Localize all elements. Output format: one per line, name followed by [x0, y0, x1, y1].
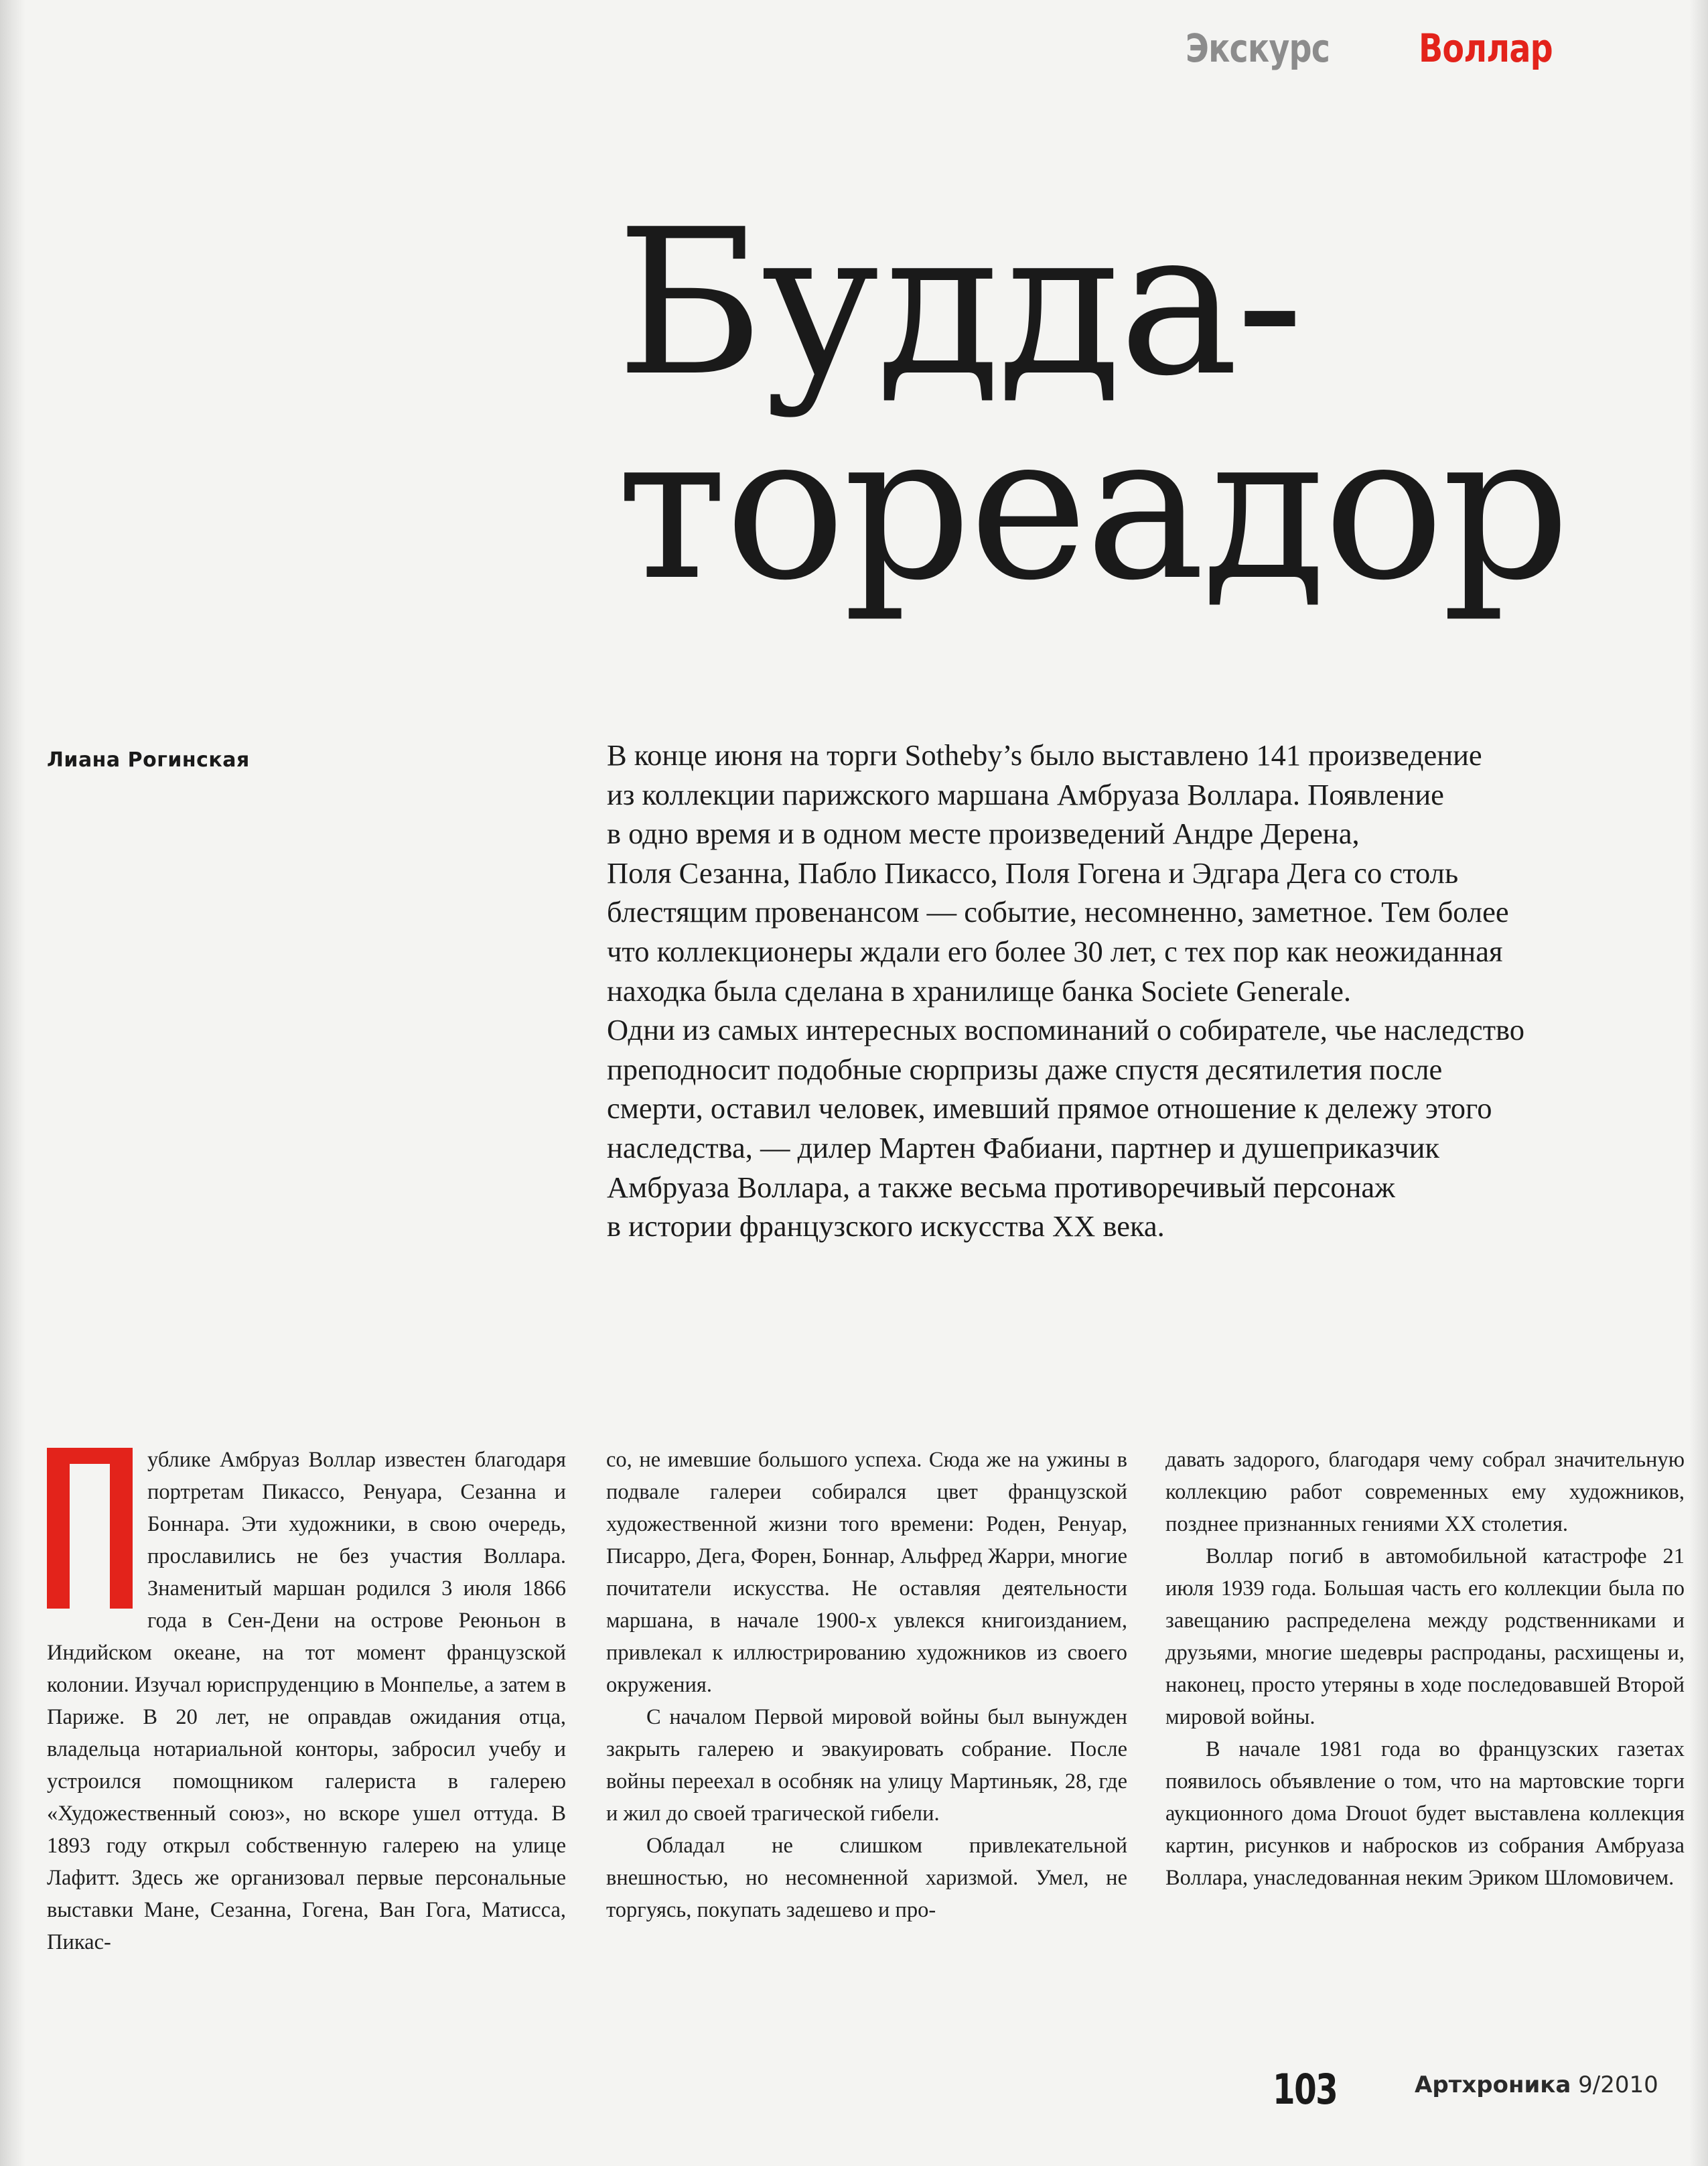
- lead-line: Поля Сезанна, Пабло Пикассо, Поля Гогена и Эдгара Дега со столь: [607, 856, 1459, 890]
- lead-line: наследства, — дилер Мартен Фабиани, партнер и душеприказчик: [607, 1130, 1440, 1164]
- article-title-line-1: Будда-: [616, 186, 1301, 420]
- page-number: 103: [1273, 2065, 1338, 2114]
- body-paragraph: со, не имевшие большого успеха. Сюда же на ужины в подвале галереи собирался цвет французской художественной жизни того времени: Роден, Ренуар, Писарро, Дега, Форен, Боннар, Альфред Жарри, многие почитатели искусства. Не оставляя деятельности маршана, в начале 1900-х увлекся книгоизданием, привлекал к иллюстрированию художников из своего окружения.: [606, 1448, 1127, 1697]
- issue-number: 9/2010: [1578, 2072, 1658, 2098]
- page-edge-shadow: [1689, 0, 1708, 2166]
- lead-line: в одно время и в одном месте произведений Андре Дерена,: [607, 817, 1360, 851]
- article-author: Лиана Рогинская: [47, 748, 250, 772]
- lead-line: преподносит подобные сюрпризы даже спустя десятилетия после: [607, 1052, 1443, 1086]
- lead-line: Одни из самых интересных воспоминаний о собирателе, чье наследство: [607, 1013, 1524, 1047]
- body-paragraph: В начале 1981 года во французских газетах появилось объявление о том, что на мартовские торги аукционного дома Drouot будет выставлена коллекция картин, рисунков и набросков из собрания Амбруаза Воллара, унаследованная неким Эриком Шломовичем.: [1165, 1737, 1685, 1890]
- drop-cap-letter: [47, 1448, 133, 1609]
- lead-line: из коллекции парижского маршана Амбруаза Воллара. Появление: [607, 777, 1444, 811]
- magazine-issue: [1415, 2072, 1658, 2098]
- lead-line: смерти, оставил человек, имевший прямое отношение к дележу этого: [607, 1091, 1492, 1126]
- lead-line: Амбруаза Воллара, а также весьма противоречивый персонаж: [607, 1170, 1395, 1204]
- body-paragraph: ублике Амбруаз Воллар известен благодаря портретам Пикассо, Ренуара, Сезанна и Боннара. Эти художники, в свою очередь, прославились не без участия Воллара. Знаменитый маршан родился 3 июля 1866 года в Сен-Дени на острове Реюньон в Индийском океане, на тот момент французской колонии. Изучал юриспруденцию в Монпелье, а затем в Париже. В 20 лет, не оправдав ожидания отца, владельца нотариальной конторы, забросил учебу и устроился помощником галериста в галерею «Художественный союз», но вскоре ушел оттуда. В 1893 году открыл собственную галерею на улице Лафитт. Здесь же организовал первые персональные выставки Мане, Сезанна, Гогена, Ван Гога, Матисса, Пикас-: [47, 1448, 566, 1954]
- body-column-3: [1165, 1444, 1685, 1894]
- body-paragraph: С началом Первой мировой войны был вынужден закрыть галерею и эвакуировать собрание. После войны переехал в особняк на улицу Мартиньяк, 28, где и жил до своей трагической гибели.: [606, 1705, 1127, 1826]
- lead-line: находка была сделана в хранилище банка Societe Generale.: [607, 973, 1351, 1008]
- lead-line: В конце июня на торги Sotheby’s было выставлено 141 произведение: [607, 738, 1482, 772]
- magazine-name: Артхроника: [1415, 2072, 1571, 2098]
- body-paragraph: Обладал не слишком привлекательной внешностью, но несомненной харизмой. Умел, не торгуясь, покупать задешево и про-: [606, 1834, 1127, 1922]
- article-title-line-2: тореадор: [616, 391, 1568, 624]
- body-paragraph: Воллар погиб в автомобильной катастрофе 21 июля 1939 года. Большая часть его коллекции была по завещанию распределена между родственниками и друзьями, многие шедевры распроданы, расхищены и, наконец, просто утеряны в ходе последовавшей Второй мировой войны.: [1165, 1544, 1685, 1729]
- article-lead: [607, 736, 1679, 1246]
- body-column-2: [606, 1444, 1127, 1926]
- lead-line: в истории французского искусства XX века.: [607, 1209, 1165, 1243]
- running-header-topic: Воллар: [1419, 25, 1553, 71]
- lead-line: что коллекционеры ждали его более 30 лет, с тех пор как неожиданная: [607, 934, 1503, 968]
- running-header-section: Экскурс: [1186, 25, 1330, 71]
- body-paragraph: давать задорого, благодаря чему собрал значительную коллекцию работ современных ему художников, позднее признанных гениями XX столетия.: [1165, 1448, 1685, 1536]
- page-spine-shadow: [0, 0, 25, 2166]
- article-title: [616, 186, 1568, 624]
- lead-line: блестящим провенансом — событие, несомненно, заметное. Тем более: [607, 895, 1509, 929]
- body-column-1: [47, 1444, 566, 1958]
